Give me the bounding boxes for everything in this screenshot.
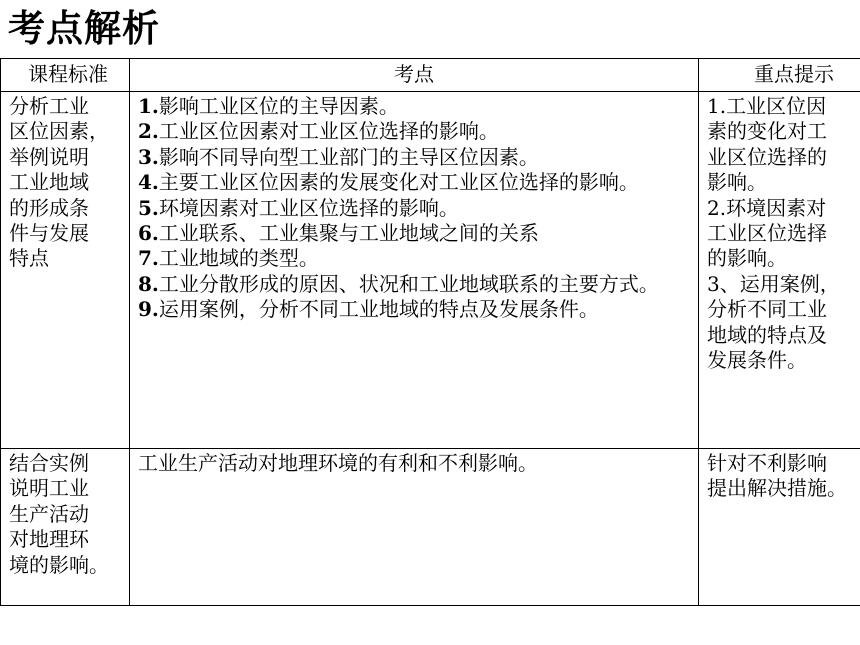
exam-point-text: 工业地域的类型。 xyxy=(158,246,319,271)
exam-point-text: 运用案例，分析不同工业地域的特点及发展条件。 xyxy=(158,297,599,322)
exam-point-number: 8. xyxy=(138,271,159,296)
hint-line: 分析不同工业 xyxy=(707,297,827,322)
hint-line: 针对不利影响 xyxy=(707,451,827,475)
page-title: 考点解析 xyxy=(8,6,160,50)
standard-line: 特点 xyxy=(9,246,49,271)
hints-cell xyxy=(699,92,860,449)
header-key-hints: 重点提示 xyxy=(699,59,860,92)
table-header-row xyxy=(1,59,860,92)
exam-point-number: 4. xyxy=(138,170,159,195)
hint-line: 发展条件。 xyxy=(707,348,807,373)
hint-line: 2.环境因素对 xyxy=(707,195,827,220)
header-exam-points: 考点 xyxy=(130,59,699,92)
exam-point-text: 工业生产活动对地理环境的有利和不利影响。 xyxy=(138,451,538,475)
standard-line: 分析工业 xyxy=(9,94,89,118)
exam-point-item xyxy=(138,246,692,271)
exam-point-number: 1. xyxy=(138,94,159,118)
standard-line: 结合实例 xyxy=(9,451,89,475)
exam-points-table xyxy=(0,58,860,606)
header-course-standard: 课程标准 xyxy=(1,59,130,92)
hint-line: 影响。 xyxy=(707,170,767,195)
table-row xyxy=(1,449,860,606)
hint-line: 业区位选择的 xyxy=(707,144,827,169)
exam-point-number: 2. xyxy=(138,119,159,144)
exam-point-item xyxy=(138,145,692,170)
standard-cell xyxy=(1,449,130,606)
exam-point-item xyxy=(138,196,692,221)
exam-point-text: 工业联系、工业集聚与工业地域之间的关系 xyxy=(158,221,539,246)
exam-point-text: 主要工业区位因素的发展变化对工业区位选择的影响。 xyxy=(158,170,639,195)
exam-points-cell xyxy=(130,449,699,606)
standard-line: 举例说明 xyxy=(9,144,89,169)
hint-line: 地域的特点及 xyxy=(707,322,827,347)
standard-line: 境的影响。 xyxy=(9,552,109,577)
exam-points-cell xyxy=(130,92,699,449)
exam-point-text: 影响工业区位的主导因素。 xyxy=(158,94,399,118)
exam-point-text: 环境因素对工业区位选择的影响。 xyxy=(158,195,459,220)
exam-point-item xyxy=(138,119,692,144)
hint-line: 素的变化对工 xyxy=(707,119,827,144)
exam-point-text: 工业分散形成的原因、状况和工业地域联系的主要方式。 xyxy=(158,271,659,296)
hint-line: 1.工业区位因 xyxy=(707,94,827,118)
table-row xyxy=(1,92,860,449)
standard-cell xyxy=(1,92,130,449)
exam-point-number: 3. xyxy=(138,144,159,169)
standard-line: 生产活动 xyxy=(9,501,89,526)
exam-point-text: 工业区位因素对工业区位选择的影响。 xyxy=(158,119,499,144)
exam-point-number: 6. xyxy=(138,221,159,246)
hint-line: 3、运用案例， xyxy=(707,271,840,296)
exam-point-item xyxy=(138,297,692,322)
standard-line: 区位因素， xyxy=(9,119,109,144)
exam-point-number: 5. xyxy=(138,195,159,220)
exam-point-item xyxy=(138,170,692,195)
standard-line: 说明工业 xyxy=(9,476,89,501)
exam-point-item xyxy=(138,272,692,297)
standard-line: 对地理环 xyxy=(9,527,89,552)
hint-line: 的影响。 xyxy=(707,246,787,271)
exam-point-number: 7. xyxy=(138,246,159,271)
exam-point-number: 9. xyxy=(138,297,159,322)
exam-point-item xyxy=(138,221,692,246)
hints-cell xyxy=(699,449,860,606)
standard-line: 件与发展 xyxy=(9,221,89,246)
standard-line: 的形成条 xyxy=(9,195,89,220)
standard-line: 工业地域 xyxy=(9,170,89,195)
hint-line: 提出解决措施。 xyxy=(707,476,847,501)
hint-line: 工业区位选择 xyxy=(707,221,827,246)
exam-point-item xyxy=(138,94,692,119)
exam-point-text: 影响不同导向型工业部门的主导区位因素。 xyxy=(158,144,539,169)
